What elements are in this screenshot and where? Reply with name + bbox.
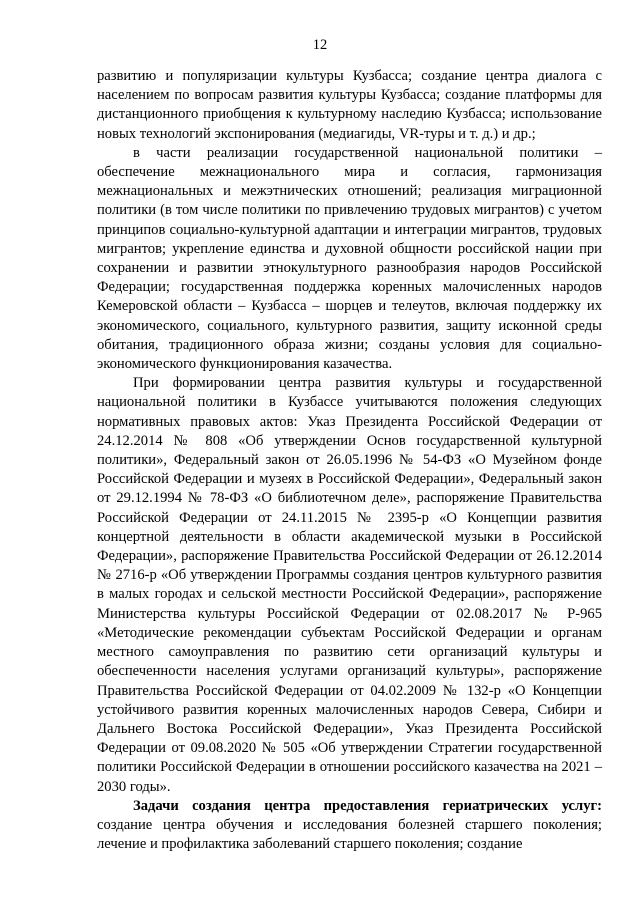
page-number: 12 <box>312 37 328 53</box>
document-body <box>97 67 602 854</box>
paragraph-culture-continuation: развитию и популяризации культуры Кузбасса; создание центра диалога с населением по вопросам развития культуры Кузбасса; создание платформы для дистанционного приобщения к культурному наследию Кузбасса; использование новых технологий экспонирования (медиагиды, VR-туры и т. д.) и др.; <box>97 68 602 142</box>
paragraph-national-policy: в части реализации государственной национальной политики – обеспечение межнационального мира и согласия, гармонизация межнациональных и межэтнических отношений; реализация миграционной политики (в том числе политики по привлечению трудовых мигрантов) с учетом принципов социально-культурной адаптации и интеграции мигрантов, трудовых мигрантов; укрепление единства и духовной общности российской нации при сохранении и развитии этнокультурного разнообразия народов Российской Федерации; государственная поддержка коренных малочисленных народов Кемеровской области – Кузбасса – шорцев и телеутов, включая поддержку их экономического, социального, культурного развития, защиту исконной среды обитания, традиционного образа жизни; созданы условия для социально-экономического функционирования казачества. <box>97 144 602 373</box>
paragraph-geriatric-tasks <box>97 797 602 855</box>
paragraph-legal-acts: При формировании центра развития культуры и государственной национальной политики в Кузбассе учитываются положения следующих нормативных правовых актов: Указ Президента Российской Федерации от 24.12.2014 № 808 «Об утверждении Основ государственной культурной политики», Федеральный закон от 26.05.1996 № 54-ФЗ «О Музейном фонде Российской Федерации и музеях в Российской Федерации», Федеральный закон от 29.12.1994 № 78-ФЗ «О библиотечном деле», распоряжение Правительства Российской Федерации от 24.11.2015 № 2395-р «О Концепции развития концертной деятельности в области академической музыки в Российской Федерации», распоряжение Правительства Российской Федерации от 26.12.2014 № 2716-р «Об утверждении Программы создания центров культурного развития в малых городах и сельской местности Российской Федерации», распоряжение Министерства культуры Российской Федерации от 02.08.2017 № Р-965 «Методические рекомендации субъектам Российской Федерации и органам местного самоуправления по развитию сети организаций культуры и обеспеченности населения услугами организаций культуры», распоряжение Правительства Российской Федерации от 04.02.2009 № 132-р «О Концепции устойчивого развития коренных малочисленных народов Севера, Сибири и Дальнего Востока Российской Федерации», Указ Президента Российской Федерации от 09.08.2020 № 505 «Об утверждении Стратегии государственной политики Российской Федерации в отношении российского казачества на 2021 – 2030 годы». <box>97 375 602 795</box>
geriatric-tasks-text: создание центра обучения и исследования болезней старшего поколения; лечение и профилактика заболеваний старшего поколения; создание <box>97 816 602 853</box>
geriatric-tasks-heading: Задачи создания центра предоставления гериатрических услуг: <box>133 797 602 814</box>
